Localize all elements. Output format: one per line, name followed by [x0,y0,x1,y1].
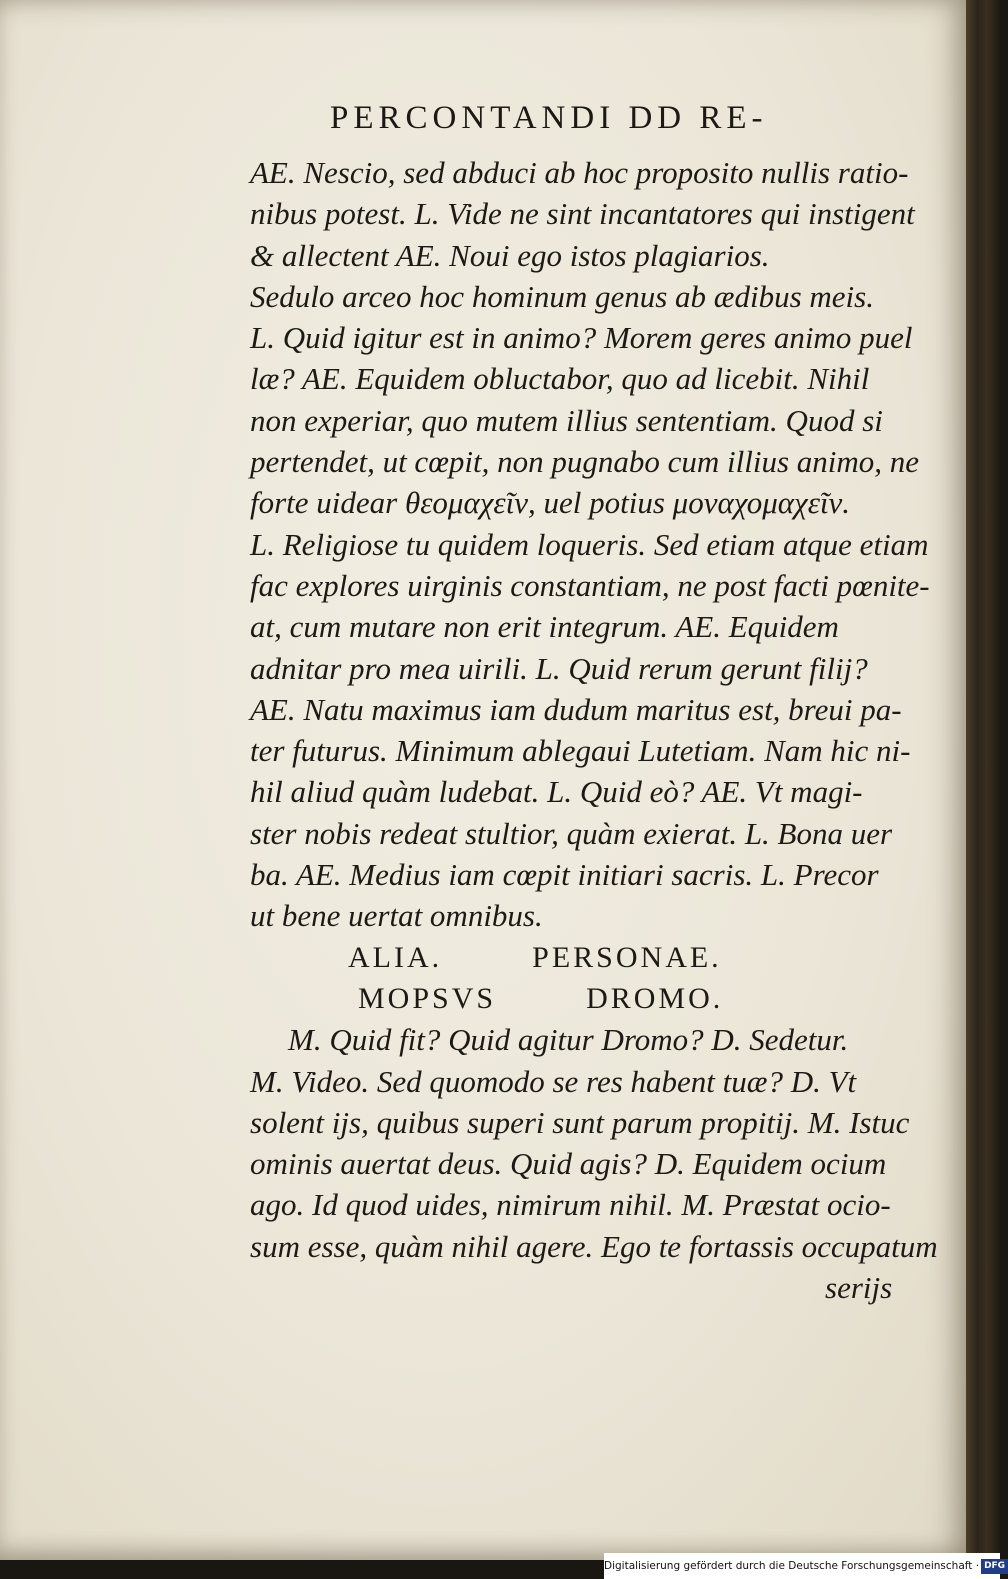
speaker-name-dromo: DROMO. [586,981,724,1015]
page-text [250,152,938,1308]
text-line: ster nobis redeat stultior, quàm exierat. L. Bona uer [250,815,893,851]
text-line: AE. Natu maximus iam dudum maritus est, breui pa- [250,691,902,727]
speaker-names [250,978,930,1019]
personae-left: ALIA. [348,940,443,974]
text-line: ba. AE. Medius iam cœpit initiari sacris. L. Precor [250,857,879,893]
funding-footer [604,1553,1006,1579]
text-line: AE. Nescio, sed abduci ab hoc proposito nullis ratio- [250,155,909,190]
text-line: adnitar pro mea uirili. L. Quid rerum gerunt filij? [250,650,868,686]
text-line: non experiar, quo mutem illius sententiam. Quod si [250,402,883,438]
page-edge [966,0,1000,1560]
text-line: Sedulo arceo hoc hominum genus ab ædibus meis. [250,278,874,314]
dfg-logo: DFG [981,1559,1008,1574]
text-line: L. Religiose tu quidem loqueris. Sed etiam atque etiam [250,526,929,562]
footer-text: Digitalisierung gefördert durch die Deutsche Forschungsgemeinschaft · [604,1560,980,1572]
text-line: ominis auertat deus. Quid agis? D. Equidem ocium [250,1146,887,1182]
text-line: forte uidear θεομαχεῖν, uel potius μοναχομαχεῖν. [250,485,851,521]
text-line: nibus potest. L. Vide ne sint incantatores qui instigent [250,196,915,232]
personae-heading [250,937,930,978]
text-line: at, cum mutare non erit integrum. AE. Equidem [250,609,839,645]
text-line: ter futurus. Minimum ablegaui Lutetiam. Nam hic ni- [250,733,911,769]
text-line: hil aliud quàm ludebat. L. Quid eò? AE. Vt magi- [250,774,863,810]
text-line: læ? AE. Equidem obluctabor, quo ad licebit. Nihil [250,361,870,397]
text-line: solent ijs, quibus superi sunt parum propitij. M. Istuc [250,1104,910,1140]
catchword: serijs [825,1270,893,1306]
text-line: ago. Id quod uides, nimirum nihil. M. Præstat ocio- [250,1187,891,1223]
text-line: fac explores uirginis constantiam, ne post facti pœnite- [250,567,930,603]
text-line: & allectent AE. Noui ego istos plagiarios. [250,237,770,273]
text-line: ut bene uertat omnibus. [250,898,543,934]
personae-right: PERSONAE. [532,940,722,974]
speaker-name-mopsus: MOPSVS [358,981,497,1015]
text-line: pertendet, ut cœpit, non pugnabo cum illius animo, ne [250,444,920,480]
text-line: L. Quid igitur est in animo? Morem geres animo puel [250,320,913,356]
running-head: PERCONTANDI DD RE- [330,100,768,136]
text-line: M. Quid fit? Quid agitur Dromo? D. Sedetur. [288,1022,849,1058]
text-line: sum esse, quàm nihil agere. Ego te fortassis occupatum [250,1228,938,1264]
text-line: M. Video. Sed quomodo se res habent tuæ? D. Vt [250,1063,857,1099]
